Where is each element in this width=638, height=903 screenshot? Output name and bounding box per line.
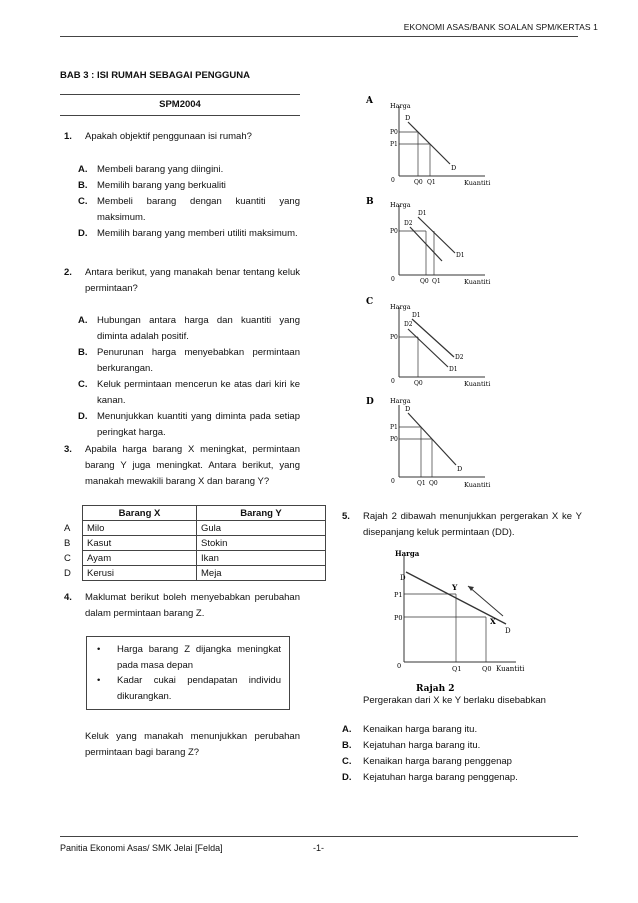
quantity-label: Q1 [432,278,441,285]
option-text: Penurunan harga menyebabkan permintaan berkurangan. [97,347,300,374]
quantity-label: Q1 [452,665,462,673]
footer-school: Panitia Ekonomi Asas/ SMK Jelai [Felda] [60,843,223,853]
running-header: EKONOMI ASAS/BANK SOALAN SPM/KERTAS 1 [403,22,598,32]
graph-option-letter: D [366,397,374,407]
goods-table [64,505,326,581]
option-text: Kenaikan harga barang penggenap [363,756,512,767]
table-row[interactable] [64,551,326,566]
question-text: Maklumat berikut boleh menyebabkan perubahan dalam permintaan barang Z. [85,592,300,619]
question-text: Apakah objektif penggunaan isi rumah? [85,131,252,142]
question-number: 1. [64,131,72,142]
table-row[interactable] [64,536,326,551]
option-letter: C. [78,379,88,390]
question-number: 2. [64,267,72,278]
curve-label: D [457,465,463,473]
quantity-label: Q0 [414,380,423,387]
page-number: -1- [313,843,324,853]
chapter-title: BAB 3 : ISI RUMAH SEBAGAI PENGGUNA [60,70,251,81]
question-5 [342,509,582,541]
option-text: Membeli barang yang diingini. [97,164,224,175]
origin-label: 0 [391,478,395,485]
question-text: Antara berikut, yang manakah benar tentang keluk permintaan? [85,267,300,294]
quantity-label: Q1 [427,179,436,186]
rajah-2-diagram [378,544,528,694]
curve-label: D1 [456,252,465,259]
bullet-item: • Kadar cukai pendapatan individu dikurangkan. [97,675,281,702]
table-cell: Milo [83,521,197,536]
price-label: P0 [390,334,398,341]
quantity-label: Q0 [420,278,429,285]
option-letter: A. [342,724,352,735]
price-label: P1 [390,141,398,148]
question-text: Apabila harga barang X meningkat, permintaan barang Y juga meningkat. Antara berikut, yang manakah mewakili barang X dan barang Y? [85,444,300,487]
question-1-options [64,162,300,242]
quantity-label: Q0 [414,179,423,186]
option-letter: D. [342,772,352,783]
option-d[interactable] [342,770,582,786]
quantity-label: Q1 [417,480,426,487]
x-axis-label: Kuantiti [464,179,491,187]
table-header-row [64,506,326,521]
row-label: A [64,522,71,534]
graph-option-letter: C [366,297,374,307]
option-text: Kejatuhan harga barang itu. [363,740,481,751]
option-letter: C. [78,196,88,207]
y-axis-label: Harga [390,397,411,405]
option-letter: A. [78,315,88,326]
curve-label: D2 [404,220,413,227]
option-letter: D. [78,411,88,422]
option-a[interactable] [64,313,300,345]
bullet-text: Kadar cukai pendapatan individu dikurangkan. [117,675,281,702]
question-1 [64,129,300,145]
curve-label: D1 [412,312,421,319]
x-axis-label: Kuantiti [464,278,491,286]
x-axis-label: Kuantiti [464,481,491,489]
question-number: 5. [342,511,350,522]
row-label: D [64,567,71,579]
y-axis-label: Harga [390,201,411,209]
option-text: Kenaikan harga barang itu. [363,724,478,735]
quantity-label: Q0 [429,480,438,487]
info-box [86,636,290,710]
quantity-label: Q0 [482,665,492,673]
option-d[interactable] [64,409,300,441]
question-text: Pergerakan dari X ke Y berlaku disebabkan [363,695,546,706]
graph-option-a[interactable] [360,92,500,188]
curve-label: D2 [455,354,464,361]
curve-label: D1 [418,210,427,217]
option-text: Kejatuhan harga barang penggenap. [363,772,518,783]
demand-curve [408,122,450,164]
curve-label: D [400,574,406,582]
x-axis-label: Kuantiti [496,665,525,673]
option-text: Membeli barang dengan kuantiti yang maksimum. [97,196,300,223]
table-cell: Kasut [83,536,197,551]
question-text: Rajah 2 dibawah menunjukkan pergerakan X ke Y disepanjang keluk permintaan (DD). [363,511,582,538]
curve-label: D [505,627,511,635]
x-axis-label: Kuantiti [464,380,491,388]
option-text: Memilih barang yang berkualiti [97,180,226,191]
price-label: P0 [390,228,398,235]
bullet-item: • Harga barang Z dijangka meningkat pada masa depan [97,644,281,671]
option-letter: D. [78,228,88,239]
diagram-caption: Rajah 2 [416,684,455,694]
option-letter: A. [78,164,88,175]
table-cell: Stokin [197,536,326,551]
movement-arrow [468,586,503,616]
header-rule [60,36,578,37]
section-title: SPM2004 [159,99,201,110]
graph-option-b[interactable] [360,193,500,289]
question-5-stem [342,693,582,709]
demand-curve-d2 [408,329,448,367]
question-2 [64,265,300,297]
question-3 [64,442,300,490]
option-letter: B. [78,347,88,358]
question-text: Keluk yang manakah menunjukkan perubahan permintaan bagi barang Z? [85,731,300,758]
price-label: P1 [390,424,398,431]
footer-rule [60,836,578,837]
option-letter: C. [342,756,352,767]
option-b[interactable] [64,178,300,194]
option-a[interactable] [64,162,300,178]
option-d[interactable] [64,226,300,242]
point-x-label: X [490,617,496,626]
option-letter: B. [342,740,352,751]
question-5-options [342,722,582,786]
question-4-followup [64,729,300,761]
table-row[interactable] [64,566,326,581]
bullet-text: Harga barang Z dijangka meningkat pada masa depan [117,644,281,671]
option-b[interactable] [342,738,582,754]
section-rule-top [60,94,300,95]
price-label: P1 [394,591,403,599]
table-cell: Meja [197,566,326,581]
option-c[interactable] [64,194,300,226]
question-2-options [64,313,300,441]
row-label: B [64,537,71,549]
table-cell: Kerusi [83,566,197,581]
table-row[interactable] [64,521,326,536]
option-letter: B. [78,180,88,191]
y-axis-label: Harga [390,303,411,311]
y-axis-label: Harga [390,102,411,110]
graph-option-c[interactable] [360,293,500,389]
option-text: Memilih barang yang memberi utiliti maksimum. [97,228,298,239]
table-cell: Ikan [197,551,326,566]
option-a[interactable] [342,722,582,738]
y-axis-label: Harga [395,549,420,558]
section-rule-bottom [60,115,300,116]
row-label: C [64,552,71,564]
price-label: P0 [390,129,398,136]
origin-label: 0 [391,378,395,385]
option-c[interactable] [342,754,582,770]
origin-label: 0 [391,177,395,184]
curve-label: D2 [404,321,413,328]
demand-curve-d1 [418,217,455,253]
origin-label: 0 [397,662,402,670]
price-label: P0 [394,614,403,622]
question-4 [64,590,300,622]
option-text: Menunjukkan kuantiti yang diminta pada setiap peringkat harga. [97,411,300,438]
point-y-label: Y [452,583,458,592]
table-cell: Ayam [83,551,197,566]
graph-option-letter: B [366,197,374,207]
curve-label: D [405,405,411,413]
table-cell: Gula [197,521,326,536]
graph-option-letter: A [366,96,373,106]
question-number: 4. [64,592,72,603]
question-number: 3. [64,444,72,455]
origin-label: 0 [391,276,395,283]
graph-option-d[interactable] [360,393,500,493]
option-b[interactable] [64,345,300,377]
price-label: P0 [390,436,398,443]
curve-label: D1 [449,366,458,373]
column-header: Barang Y [197,506,326,521]
column-header: Barang X [83,506,197,521]
curve-label: D [451,164,457,172]
option-text: Hubungan antara harga dan kuantiti yang diminta adalah positif. [97,315,300,342]
option-text: Keluk permintaan mencerun ke atas dari kiri ke kanan. [97,379,300,406]
option-c[interactable] [64,377,300,409]
curve-label: D [405,114,411,122]
